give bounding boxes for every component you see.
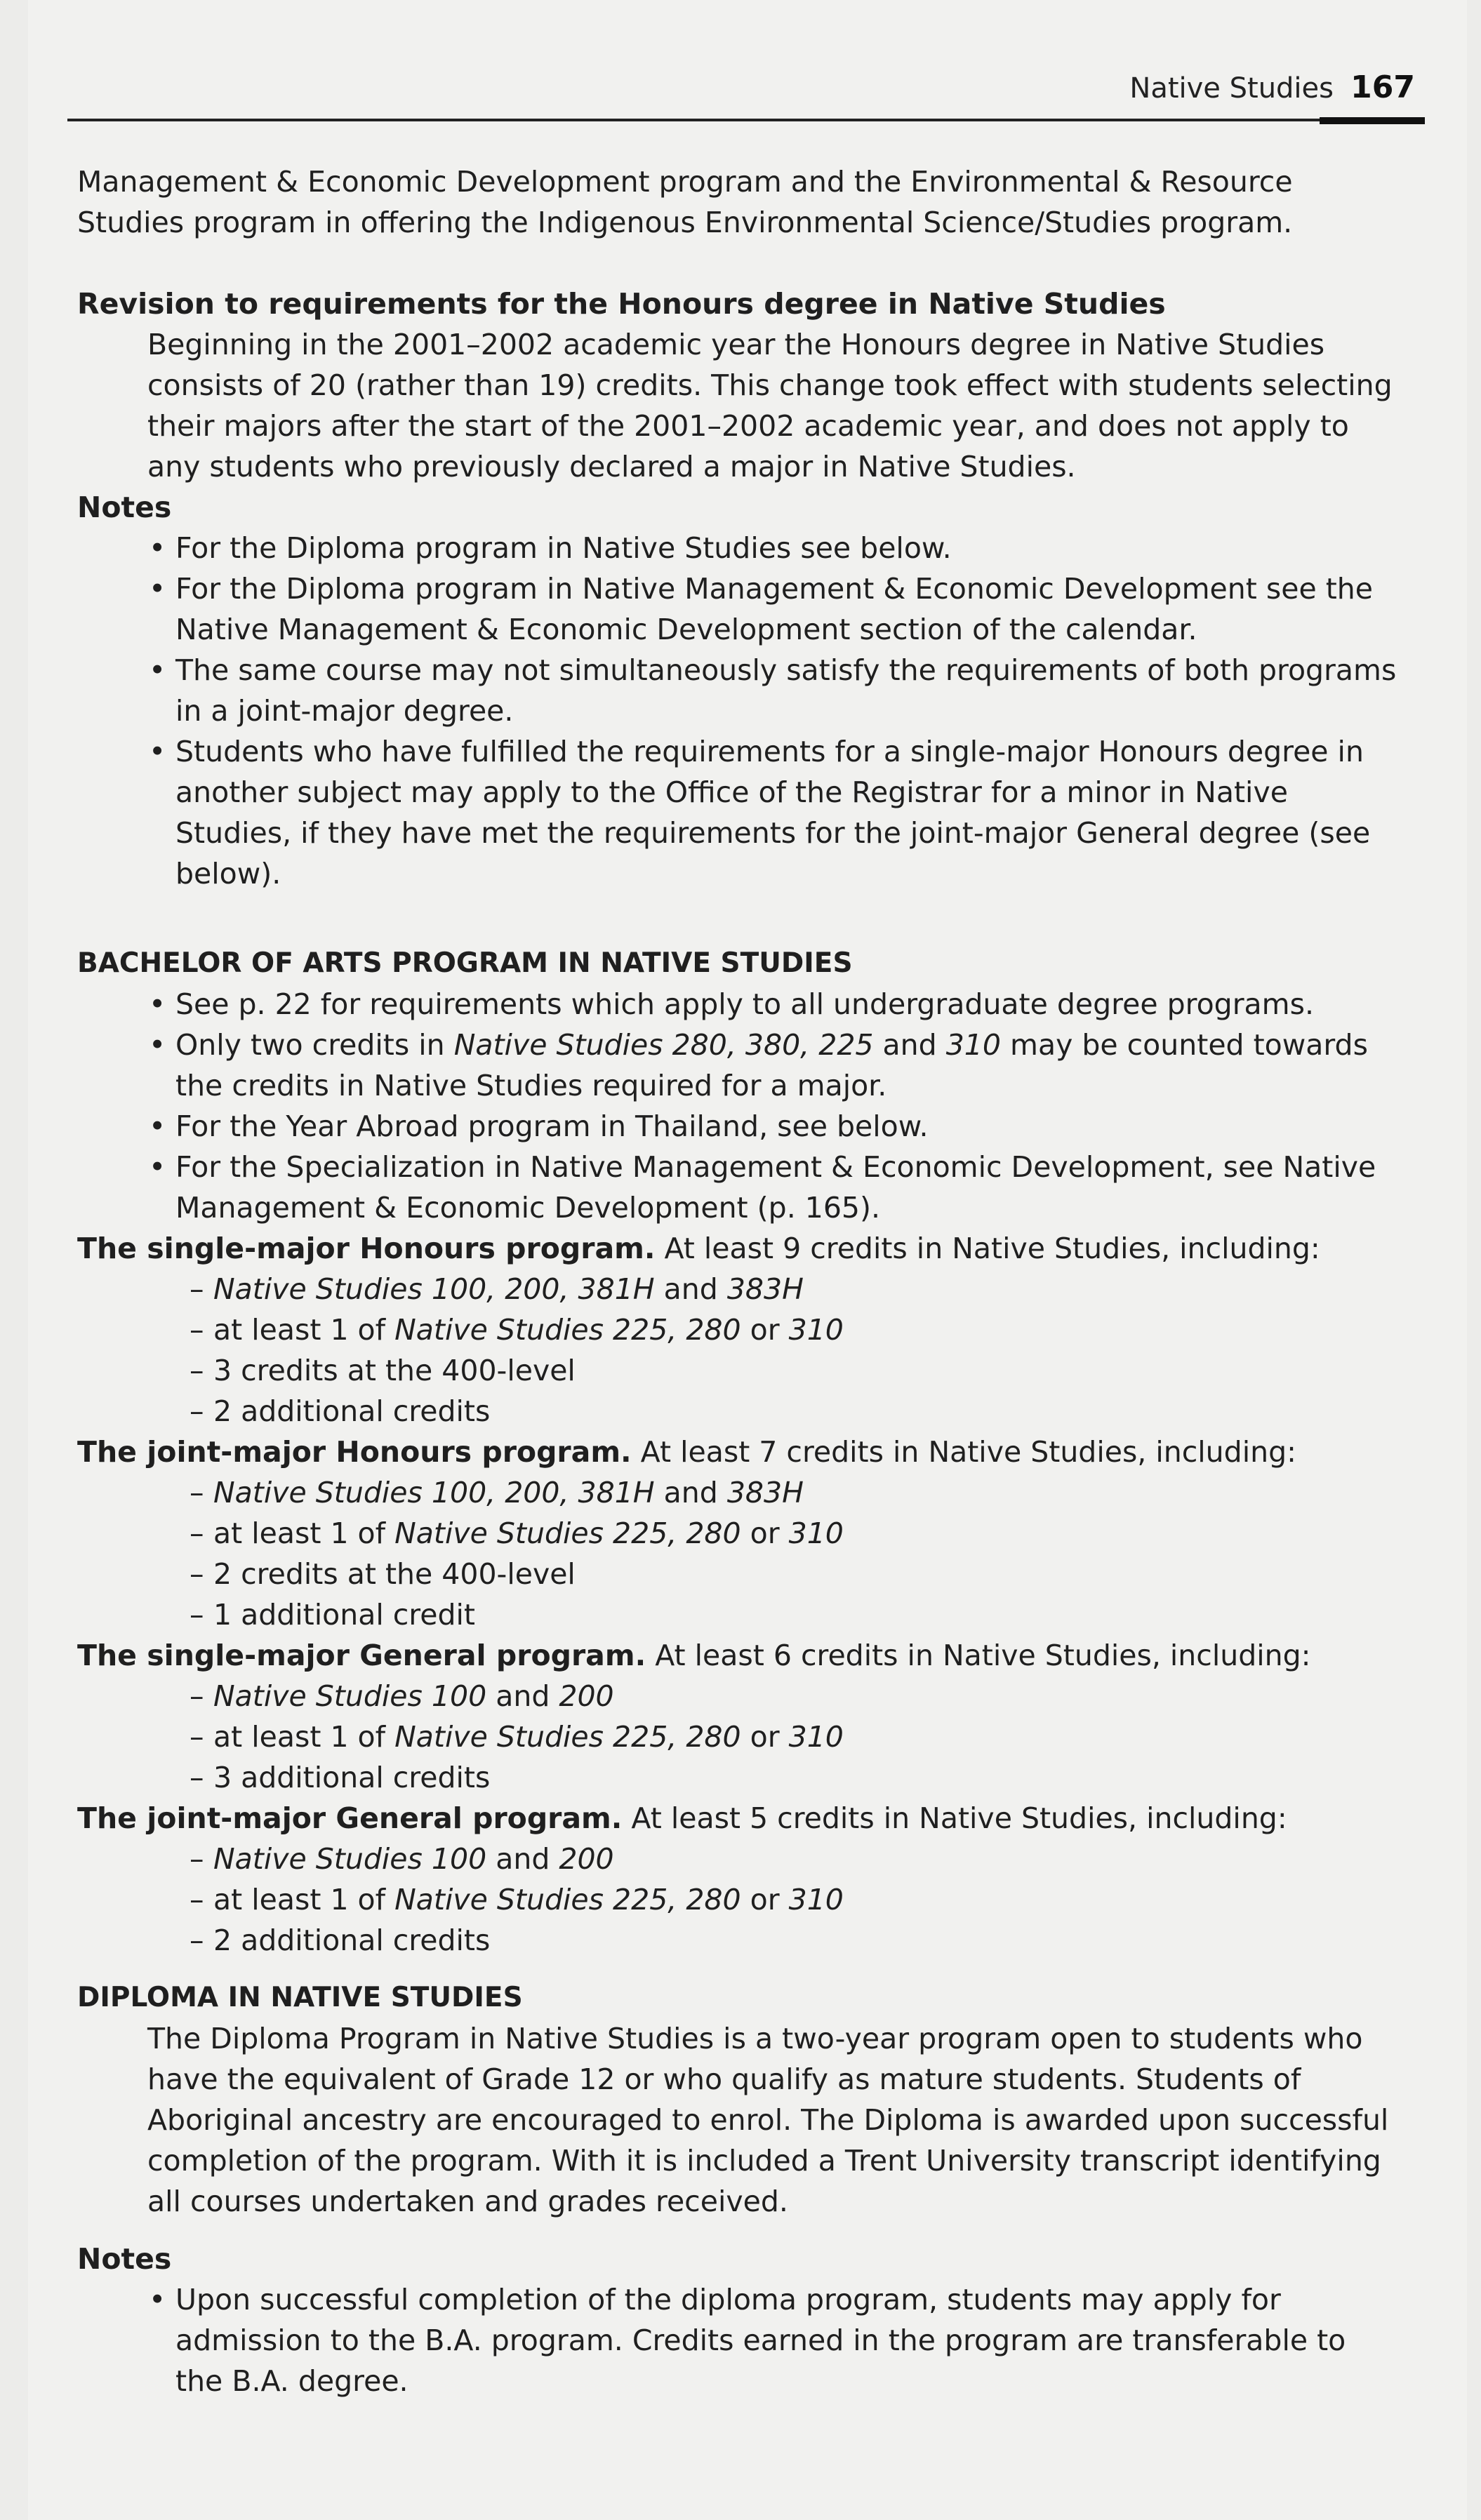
header-rule-accent bbox=[1320, 117, 1425, 124]
text-run: and bbox=[873, 1028, 946, 1062]
course-ref: Native Studies 100, 200, 381H bbox=[213, 1476, 655, 1509]
requirement-line: – at least 1 of Native Studies 225, 280 or 310 bbox=[190, 1720, 844, 1754]
list-item: • For the Diploma program in Native Studies see below. bbox=[175, 528, 1397, 568]
text-run: 2 credits at the 400-level bbox=[213, 1557, 576, 1591]
course-ref: 200 bbox=[559, 1842, 614, 1876]
program-title: The joint-major Honours program. bbox=[77, 1435, 632, 1469]
program-single-general bbox=[77, 1635, 1397, 1798]
course-ref: Native Studies 225, 280 bbox=[394, 1883, 741, 1916]
course-ref: Native Studies 100 bbox=[213, 1679, 487, 1713]
program-desc: At least 7 credits in Native Studies, including: bbox=[631, 1435, 1296, 1469]
text-run: 2 additional credits bbox=[213, 1394, 491, 1428]
header-rule bbox=[67, 119, 1425, 121]
course-ref: Native Studies 225, 280 bbox=[394, 1720, 741, 1754]
text-run: and bbox=[654, 1272, 727, 1306]
program-single-honours bbox=[77, 1228, 1397, 1432]
notes-list bbox=[77, 528, 1397, 894]
program-title: The single-major General program. bbox=[77, 1639, 646, 1672]
ba-heading: BACHELOR OF ARTS PROGRAM IN NATIVE STUDIES bbox=[77, 947, 853, 979]
requirement-line: – 3 additional credits bbox=[190, 1761, 491, 1794]
course-ref: Native Studies 225, 280 bbox=[394, 1313, 741, 1347]
notes-heading: Notes bbox=[77, 491, 172, 524]
text-run: and bbox=[654, 1476, 727, 1509]
text-run: 3 credits at the 400-level bbox=[213, 1354, 576, 1387]
course-ref: 310 bbox=[788, 1313, 844, 1347]
requirement-line: – Native Studies 100, 200, 381H and 383H bbox=[190, 1272, 804, 1306]
diploma-heading: DIPLOMA IN NATIVE STUDIES bbox=[77, 1982, 523, 2013]
requirement-line: – at least 1 of Native Studies 225, 280 or 310 bbox=[190, 1313, 844, 1347]
revision-heading: Revision to requirements for the Honours degree in Native Studies bbox=[77, 287, 1166, 321]
text-run: may be counted towards the credits in Native Studies required for a major. bbox=[175, 1028, 1368, 1102]
text-run: at least 1 of bbox=[213, 1720, 395, 1754]
list-item: • The same course may not simultaneously satisfy the requirements of both programs in a joint-major degree. bbox=[175, 650, 1397, 731]
diploma-body: The Diploma Program in Native Studies is a two-year program open to students who have the equivalent of Grade 12 or who qualify as mature students. Students of Aboriginal ancestry are encouraged to enrol. The Diploma is awarded upon successful completion of the program. With it is included a Trent University transcript identifying all courses undertaken and grades received. bbox=[147, 2022, 1389, 2218]
text-run: Only two credits in bbox=[175, 1028, 454, 1062]
text-run: at least 1 of bbox=[213, 1313, 395, 1347]
course-ref: Native Studies 100, 200, 381H bbox=[213, 1272, 655, 1306]
requirement-line: – 3 credits at the 400-level bbox=[190, 1354, 576, 1387]
list-item: • For the Year Abroad program in Thailand, see below. bbox=[175, 1106, 1397, 1147]
program-desc: At least 6 credits in Native Studies, including: bbox=[646, 1639, 1311, 1672]
requirement-line: – Native Studies 100 and 200 bbox=[190, 1679, 614, 1713]
page-header bbox=[67, 67, 1425, 109]
course-ref: 310 bbox=[788, 1883, 844, 1916]
text-run: or bbox=[740, 1883, 789, 1916]
requirement-line: – 1 additional credit bbox=[190, 1598, 475, 1632]
list-item: • Students who have fulfilled the requirements for a single-major Honours degree in another subject may apply to the Office of the Registrar for a minor in Native Studies, if they have met the requirements for the joint-major General degree (see below). bbox=[175, 731, 1397, 894]
notes-list bbox=[77, 2279, 1397, 2401]
requirement-line: – Native Studies 100, 200, 381H and 383H bbox=[190, 1476, 804, 1509]
course-ref: Native Studies 280, 380, 225 bbox=[453, 1028, 874, 1062]
page-content bbox=[77, 161, 1397, 2401]
text-run: 3 additional credits bbox=[213, 1761, 491, 1794]
course-ref: Native Studies 100 bbox=[213, 1842, 487, 1876]
course-ref: 200 bbox=[559, 1679, 614, 1713]
course-ref: Native Studies 225, 280 bbox=[394, 1516, 741, 1550]
text-run: or bbox=[740, 1313, 789, 1347]
course-ref: 383H bbox=[726, 1476, 804, 1509]
text-run: and bbox=[486, 1679, 559, 1713]
requirement-line: – at least 1 of Native Studies 225, 280 or 310 bbox=[190, 1883, 844, 1916]
ba-list bbox=[77, 984, 1397, 1228]
calendar-page bbox=[28, 0, 1467, 2520]
text-run: at least 1 of bbox=[213, 1516, 395, 1550]
list-item: • Upon successful completion of the diploma program, students may apply for admission to the B.A. program. Credits earned in the program are transferable to the B.A. degree. bbox=[175, 2279, 1397, 2401]
revision-body: Beginning in the 2001–2002 academic year the Honours degree in Native Studies consists of 20 (rather than 19) credits. This change took effect with students selecting their majors after the start of the 2001–2002 academic year, and does not apply to any students who previously declared a major in Native Studies. bbox=[147, 328, 1393, 484]
text-run: or bbox=[740, 1516, 789, 1550]
list-item: • See p. 22 for requirements which apply to all undergraduate degree programs. bbox=[175, 984, 1397, 1025]
text-run: 1 additional credit bbox=[213, 1598, 475, 1632]
course-ref: 310 bbox=[788, 1516, 844, 1550]
text-run: and bbox=[486, 1842, 559, 1876]
program-desc: At least 9 credits in Native Studies, including: bbox=[655, 1232, 1320, 1265]
intro-paragraph: Management & Economic Development program and the Environmental & Resource Studies program in offering the Indigenous Environmental Science/Studies program. bbox=[77, 165, 1293, 239]
text-run: at least 1 of bbox=[213, 1883, 395, 1916]
program-joint-honours bbox=[77, 1432, 1397, 1635]
page-number: 167 bbox=[1350, 69, 1415, 105]
requirement-line: – Native Studies 100 and 200 bbox=[190, 1842, 614, 1876]
text-run: 2 additional credits bbox=[213, 1924, 491, 1957]
list-item: • For the Diploma program in Native Management & Economic Development see the Native Management & Economic Development section of the calendar. bbox=[175, 568, 1397, 650]
notes-heading: Notes bbox=[77, 2242, 172, 2276]
program-title: The single-major Honours program. bbox=[77, 1232, 656, 1265]
course-ref: 310 bbox=[945, 1028, 1001, 1062]
program-title: The joint-major General program. bbox=[77, 1801, 623, 1835]
requirement-line: – at least 1 of Native Studies 225, 280 or 310 bbox=[190, 1516, 844, 1550]
course-ref: 310 bbox=[788, 1720, 844, 1754]
requirement-line: – 2 credits at the 400-level bbox=[190, 1557, 576, 1591]
program-desc: At least 5 credits in Native Studies, including: bbox=[622, 1801, 1287, 1835]
list-item: • For the Specialization in Native Management & Economic Development, see Native Management & Economic Development (p. 165). bbox=[175, 1147, 1397, 1228]
requirement-line: – 2 additional credits bbox=[190, 1394, 491, 1428]
text-run: or bbox=[740, 1720, 789, 1754]
list-item bbox=[175, 1025, 1397, 1106]
requirement-line: – 2 additional credits bbox=[190, 1924, 491, 1957]
running-head: Native Studies bbox=[1129, 72, 1334, 105]
program-joint-general bbox=[77, 1798, 1397, 1961]
course-ref: 383H bbox=[726, 1272, 804, 1306]
